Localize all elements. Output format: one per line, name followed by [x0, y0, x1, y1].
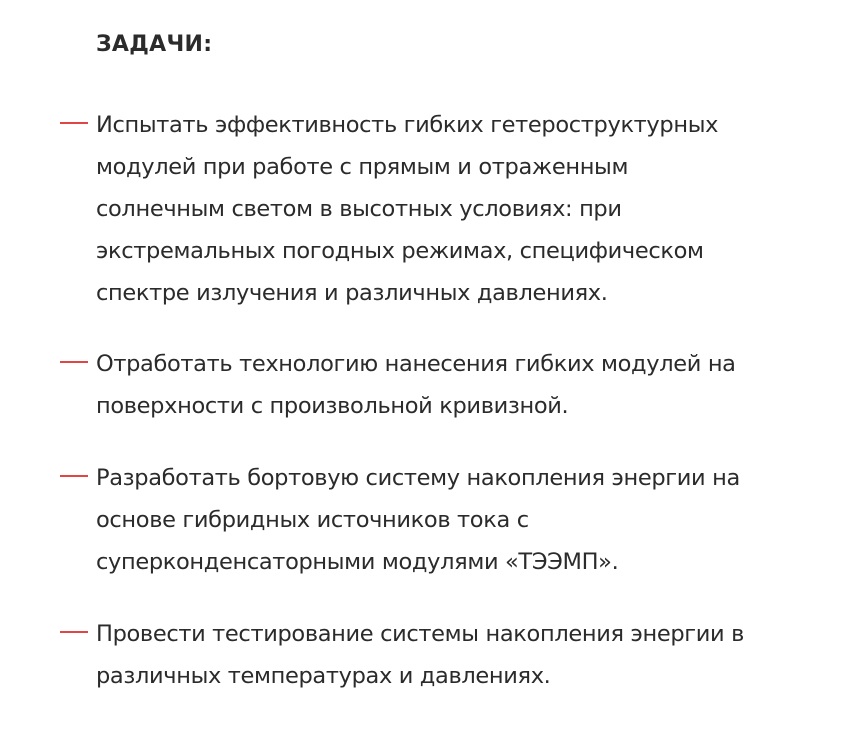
dash-bullet-icon [60, 122, 88, 124]
task-line: основе гибридных источников тока с [96, 507, 529, 533]
dash-bullet-icon [60, 361, 88, 363]
task-line: Провести тестирование системы накопления энергии в [96, 621, 744, 647]
task-line: Испытать эффективность гибких гетероструктурных [96, 112, 719, 138]
task-line: спектре излучения и различных давлениях. [96, 280, 608, 306]
task-line: суперконденсаторными модулями «ТЭЭМП». [96, 549, 619, 575]
task-item-2 [96, 343, 816, 427]
dash-bullet-icon [60, 631, 88, 633]
task-line: солнечным светом в высотных условиях: при [96, 196, 622, 222]
task-line: экстремальных погодных режимах, специфическом [96, 238, 704, 264]
task-item-3 [96, 457, 816, 583]
task-item-1 [96, 104, 816, 314]
task-item-4 [96, 613, 816, 697]
section-heading: ЗАДАЧИ: [96, 32, 213, 57]
task-line: поверхности с произвольной кривизной. [96, 393, 569, 419]
task-line: Отработать технологию нанесения гибких модулей на [96, 351, 736, 377]
task-line: модулей при работе с прямым и отраженным [96, 154, 629, 180]
dash-bullet-icon [60, 475, 88, 477]
task-line: Разработать бортовую систему накопления энергии на [96, 465, 740, 491]
task-line: различных температурах и давлениях. [96, 663, 551, 689]
